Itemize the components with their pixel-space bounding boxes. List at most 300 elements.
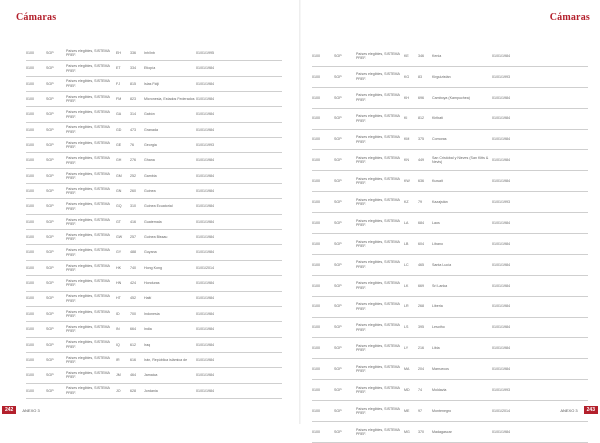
table-cell: SGP (46, 373, 54, 378)
table-cell: 216 (418, 346, 424, 351)
table-cell: 0100 (312, 53, 320, 58)
table-cell: 0100 (26, 143, 34, 148)
table-cell: 0100 (26, 357, 34, 362)
table-cell: 01/01/1984 (196, 112, 214, 117)
table-cell: Granada (144, 127, 158, 132)
table-cell: Comoras (432, 137, 447, 142)
table-cell: 01/01/1984 (492, 116, 510, 121)
table-cell: 01/01/1984 (196, 296, 214, 301)
table-cell: 01/01/1993 (492, 199, 510, 204)
table-cell: Inh/Inb (144, 50, 155, 55)
table-cell: IQ (116, 342, 120, 347)
table-cell: 01/01/1984 (492, 158, 510, 163)
table-row (312, 401, 588, 422)
table-cell: Países elegibles, SISTEMA PREF. (66, 94, 110, 104)
table-cell: 0100 (312, 179, 320, 184)
table-cell: 01/01/2014 (196, 265, 214, 270)
left-page (0, 0, 300, 424)
table-cell: Laos (432, 220, 440, 225)
table-cell: 370 (418, 429, 424, 434)
table-cell: 636 (418, 179, 424, 184)
table-cell: 604 (418, 241, 424, 246)
table-cell: SGP (46, 281, 54, 286)
table-row (26, 77, 282, 92)
table-cell: Ghana (144, 158, 155, 163)
page-number: 242 (2, 406, 16, 414)
table-row (312, 359, 588, 380)
table-cell: SGP (46, 342, 54, 347)
table-cell: 0100 (26, 50, 34, 55)
table-cell: Países elegibles, SISTEMA PREF. (66, 309, 110, 319)
table-cell: 669 (418, 283, 424, 288)
table-cell: SGP (334, 325, 342, 330)
table-cell: HT (116, 296, 121, 301)
table-cell: 473 (130, 127, 136, 132)
table-cell: LS (404, 325, 409, 330)
table-cell: Países elegibles, SISTEMA PREF. (66, 340, 110, 349)
table-cell: 01/01/1995 (196, 50, 214, 55)
table-cell: 01/01/1984 (196, 235, 214, 240)
table-row (26, 245, 282, 260)
table-cell: 0100 (26, 204, 34, 209)
table-cell: 0100 (312, 116, 320, 121)
table-cell: 0100 (26, 342, 34, 347)
table-row (26, 215, 282, 230)
table-cell: 0100 (312, 95, 320, 100)
table-row (26, 384, 282, 399)
table-cell: 0100 (26, 97, 34, 101)
table-cell: LA (404, 220, 409, 225)
table-cell: Jamaica (144, 373, 158, 378)
table-cell: 01/01/1984 (492, 220, 510, 225)
table-cell: SGP (46, 311, 54, 316)
table-cell: Países elegibles, SISTEMA PREF. (356, 114, 400, 123)
table-cell: 01/01/1984 (196, 189, 214, 194)
table-cell: 0100 (26, 219, 34, 224)
table-cell: SGP (46, 112, 54, 117)
table-cell: 0100 (26, 265, 34, 270)
table-cell: Países elegibles, SISTEMA PREF. (356, 239, 400, 248)
table-cell: HN (116, 281, 122, 286)
table-cell: Países elegibles, SISTEMA PREF. (356, 406, 400, 416)
table-cell: MD (404, 387, 410, 392)
table-cell: GN (116, 189, 122, 194)
table-row (26, 353, 282, 368)
table-cell: 488 (130, 250, 136, 255)
table-cell: SGP (334, 262, 342, 267)
table-cell: SGP (334, 304, 342, 309)
table-cell: 346 (418, 53, 424, 58)
page-footer (560, 406, 598, 414)
table-cell: Países elegibles, SISTEMA PREF. (66, 156, 110, 165)
right-page (300, 0, 600, 436)
table-cell: LK (404, 283, 409, 288)
table-cell: 01/01/1984 (492, 241, 510, 246)
table-cell: SGP (46, 296, 54, 301)
table-cell: 0100 (312, 199, 320, 204)
table-cell: 0100 (312, 283, 320, 288)
table-cell: 01/01/1984 (196, 219, 214, 224)
table-cell: Países elegibles, SISTEMA PREF. (356, 155, 400, 165)
table-cell: 696 (418, 95, 424, 100)
table-cell: SGP (334, 199, 342, 204)
table-cell: 0100 (26, 311, 34, 316)
table-row (26, 261, 282, 276)
table-cell: SGP (46, 97, 54, 101)
camaras-logo: Cámaras (549, 12, 590, 23)
table-cell: Jordania (144, 388, 158, 393)
table-cell: 0100 (312, 304, 320, 309)
table-cell: Países elegibles, SISTEMA PREF. (66, 186, 110, 196)
table-cell: 612 (130, 342, 136, 347)
table-row (26, 368, 282, 383)
footer-label: ANEXO 3 (22, 407, 40, 413)
table-cell: 01/01/1984 (196, 281, 214, 286)
table-cell: Países elegibles, SISTEMA PREF. (66, 386, 110, 395)
table-cell: 0100 (26, 235, 34, 240)
table-cell: SGP (334, 95, 342, 100)
table-cell: ET (116, 66, 121, 71)
table-cell: Países elegibles, SISTEMA PREF. (356, 93, 400, 102)
table-cell: Islas Fidji (144, 81, 159, 86)
table-cell: 0100 (26, 66, 34, 71)
table-cell: Países elegibles, SISTEMA PREF. (66, 125, 110, 134)
table-cell: SGP (334, 220, 342, 225)
country-table (300, 46, 600, 443)
table-cell: SGP (46, 357, 54, 362)
table-cell: 812 (418, 116, 424, 121)
table-cell: KZ (404, 199, 409, 204)
table-cell: 01/01/1984 (196, 158, 214, 163)
table-cell: JO (116, 388, 121, 393)
table-cell: KH (404, 95, 409, 100)
table-cell: 01/01/1993 (492, 74, 510, 79)
table-cell: KN (404, 158, 409, 163)
table-cell: 79 (418, 199, 422, 204)
table-cell: 0100 (26, 127, 34, 132)
table-cell: GD (116, 127, 122, 132)
table-cell: Países elegibles, SISTEMA PREF. (356, 72, 400, 81)
table-cell: EH (116, 50, 121, 55)
table-cell: 01/01/2014 (492, 408, 510, 413)
table-cell: 257 (130, 235, 136, 240)
table-cell: 700 (130, 311, 136, 316)
table-row (312, 88, 588, 109)
table-row (26, 169, 282, 184)
table-cell: 0100 (312, 137, 320, 142)
table-cell: SGP (334, 137, 342, 142)
table-cell: SGP (334, 408, 342, 413)
table-row (312, 130, 588, 151)
table-cell: 01/01/1984 (196, 97, 214, 101)
table-cell: JM (116, 373, 121, 378)
table-cell: San Cristóbal y Nieves (San Kitts & Nevis) (432, 155, 489, 165)
table-cell: 97 (418, 408, 422, 413)
table-row (26, 184, 282, 199)
table-cell: Guinea Bissau (144, 235, 168, 240)
table-cell: Kirguizistán (432, 74, 451, 79)
table-cell: Guinea Ecuatorial (144, 204, 173, 209)
table-cell: Etiopía (144, 66, 156, 71)
table-cell: 01/01/1984 (492, 137, 510, 142)
table-row (26, 138, 282, 153)
table-cell: IR (116, 357, 120, 362)
table-row (312, 318, 588, 339)
table-cell: 0100 (26, 281, 34, 286)
table-cell: Haití (144, 296, 152, 301)
table-row (312, 46, 588, 67)
table-cell: 0100 (312, 74, 320, 79)
table-cell: 314 (130, 112, 136, 117)
table-row (312, 150, 588, 171)
table-row (26, 338, 282, 353)
table-cell: GA (116, 112, 122, 117)
table-cell: 424 (130, 281, 136, 286)
table-cell: 01/01/1984 (492, 179, 510, 184)
table-cell: SGP (46, 81, 54, 86)
table-cell: 01/01/1993 (196, 143, 214, 148)
table-cell: SGP (46, 66, 54, 71)
table-cell: Liberia (432, 304, 443, 309)
table-cell: Iraq (144, 342, 151, 347)
table-cell: GQ (116, 204, 122, 209)
table-cell: Países elegibles, SISTEMA PREF. (66, 110, 110, 119)
table-cell: 310 (130, 204, 136, 209)
table-cell: SGP (334, 346, 342, 351)
table-cell: 416 (130, 219, 136, 224)
table-cell: 01/01/1984 (492, 325, 510, 330)
table-cell: Países elegibles, SISTEMA PREF. (356, 302, 400, 311)
table-cell: Micronesia, Estados Federados (144, 97, 195, 101)
table-cell: Países elegibles, SISTEMA PREF. (66, 171, 110, 180)
table-cell: 0100 (26, 158, 34, 163)
table-cell: KW (404, 179, 410, 184)
table-row (312, 276, 588, 297)
table-cell: SGP (46, 50, 54, 55)
table-cell: Países elegibles, SISTEMA PREF. (356, 344, 400, 353)
table-cell: 01/01/1984 (196, 373, 214, 378)
table-cell: 0100 (312, 346, 320, 351)
table-row (26, 123, 282, 138)
table-cell: 0100 (312, 262, 320, 267)
table-cell: 01/01/1984 (492, 53, 510, 58)
table-cell: Países elegibles, SISTEMA PREF. (356, 135, 400, 144)
table-cell: Países elegibles, SISTEMA PREF. (66, 355, 110, 365)
table-row (26, 292, 282, 307)
table-cell: Países elegibles, SISTEMA PREF. (66, 48, 110, 58)
table-cell: 01/01/1984 (196, 204, 214, 209)
table-cell: 449 (418, 158, 424, 163)
table-cell: Países elegibles, SISTEMA PREF. (66, 263, 110, 272)
table-cell: SGP (46, 127, 54, 132)
table-cell: SGP (334, 179, 342, 184)
table-cell: 395 (418, 325, 424, 330)
table-cell: Países elegibles, SISTEMA PREF. (66, 370, 110, 380)
table-cell: Países elegibles, SISTEMA PREF. (356, 364, 400, 374)
table-cell: SGP (334, 387, 342, 392)
table-cell: 268 (418, 304, 424, 309)
table-cell: 0100 (312, 241, 320, 246)
table-cell: 465 (418, 262, 424, 267)
table-cell: Países elegibles, SISTEMA PREF. (356, 197, 400, 207)
table-row (26, 92, 282, 107)
table-cell: Gambia (144, 173, 157, 178)
table-cell: Países elegibles, SISTEMA PREF. (66, 278, 110, 288)
table-cell: 0100 (312, 387, 320, 392)
table-cell: 01/01/1984 (492, 283, 510, 288)
table-cell: 01/01/1984 (196, 327, 214, 332)
table-cell: 01/01/1984 (196, 311, 214, 316)
table-cell: 0100 (26, 173, 34, 178)
table-cell: KE (404, 53, 409, 58)
page-footer (2, 406, 40, 414)
table-cell: Kiribati (432, 116, 443, 121)
table-cell: Moldavia (432, 387, 447, 392)
table-cell: 01/01/1984 (492, 304, 510, 309)
table-cell: Sri Lanka (432, 283, 448, 288)
table-cell: 0100 (26, 388, 34, 393)
table-cell: Marruecos (432, 367, 449, 372)
table-cell: SGP (334, 367, 342, 372)
table-cell: SGP (334, 116, 342, 121)
table-cell: Países elegibles, SISTEMA PREF. (66, 140, 110, 150)
table-cell: Kuwait (432, 179, 443, 184)
table-cell: Líbano (432, 241, 443, 246)
table-cell: KI (404, 116, 408, 121)
table-cell: SGP (334, 283, 342, 288)
footer-label: ANEXO 3 (560, 407, 578, 413)
table-row (312, 380, 588, 401)
table-cell: 616 (130, 357, 136, 362)
table-row (26, 230, 282, 245)
table-cell: 74 (418, 387, 422, 392)
table-row (26, 61, 282, 76)
table-cell: SGP (46, 235, 54, 240)
table-cell: Países elegibles, SISTEMA PREF. (66, 324, 110, 334)
table-cell: 0100 (26, 189, 34, 194)
table-cell: ID (116, 311, 120, 316)
table-cell: 0100 (26, 81, 34, 86)
table-cell: KG (404, 74, 410, 79)
table-cell: 0100 (26, 296, 34, 301)
table-cell: SGP (46, 250, 54, 255)
table-cell: GH (116, 158, 122, 163)
table-cell: Países elegibles, SISTEMA PREF. (356, 176, 400, 186)
table-cell: LB (404, 241, 409, 246)
table-cell: GT (116, 219, 121, 224)
table-cell: 01/01/1993 (492, 387, 510, 392)
table-cell: Santa Lucía (432, 262, 452, 267)
table-row (312, 171, 588, 192)
table-row (312, 192, 588, 213)
table-row (312, 255, 588, 276)
table-cell: Países elegibles, SISTEMA PREF. (356, 427, 400, 436)
table-cell: 01/01/1984 (196, 388, 214, 393)
table-cell: Países elegibles, SISTEMA PREF. (66, 202, 110, 211)
table-cell: 0100 (312, 158, 320, 163)
table-row (312, 234, 588, 255)
table-cell: 204 (418, 367, 424, 372)
table-cell: GY (116, 250, 122, 255)
table-cell: 01/01/1984 (196, 342, 214, 347)
table-cell: IN (116, 327, 120, 332)
table-cell: FM (116, 97, 122, 101)
table-cell: 01/01/1984 (492, 429, 510, 434)
table-cell: SGP (46, 265, 54, 270)
table-cell: Madagascar (432, 429, 452, 434)
table-cell: LC (404, 262, 409, 267)
table-cell: 0100 (26, 250, 34, 255)
table-row (312, 109, 588, 130)
table-cell: Países elegibles, SISTEMA PREF. (356, 260, 400, 269)
table-cell: Guinea (144, 189, 156, 194)
table-cell: 0100 (26, 112, 34, 117)
table-cell: SGP (334, 429, 342, 434)
table-row (26, 199, 282, 214)
table-cell: Honduras (144, 281, 160, 286)
table-cell: LR (404, 304, 409, 309)
table-cell: Guyana (144, 250, 157, 255)
table-cell: Países elegibles, SISTEMA PREF. (356, 385, 400, 395)
table-cell: Libia (432, 346, 440, 351)
table-cell: Guatemala (144, 219, 162, 224)
table-cell: 684 (418, 220, 424, 225)
table-cell: 336 (130, 50, 136, 55)
table-row (26, 153, 282, 168)
table-cell: 260 (130, 189, 136, 194)
table-cell: 0100 (312, 325, 320, 330)
table-row (26, 307, 282, 322)
table-cell: 0100 (312, 408, 320, 413)
table-cell: KM (404, 137, 410, 142)
table-cell: 0100 (26, 327, 34, 332)
table-row (26, 107, 282, 122)
table-row (26, 46, 282, 61)
table-cell: 252 (130, 173, 136, 178)
table-cell: Gabón (144, 112, 155, 117)
table-cell: 452 (130, 296, 136, 301)
table-row (312, 213, 588, 234)
table-cell: Países elegibles, SISTEMA PREF. (356, 323, 400, 332)
table-cell: Países elegibles, SISTEMA PREF. (356, 281, 400, 290)
table-cell: 01/01/1984 (196, 66, 214, 71)
table-cell: 01/01/1984 (196, 81, 214, 86)
table-cell: SGP (46, 327, 54, 332)
table-cell: MG (404, 429, 410, 434)
table-row (26, 322, 282, 337)
table-cell: Indonesia (144, 311, 160, 316)
camaras-logo: Cámaras (16, 12, 57, 23)
page-number: 243 (584, 406, 598, 414)
table-row (312, 67, 588, 88)
table-cell: 01/01/1984 (196, 173, 214, 178)
table-cell: Países elegibles, SISTEMA PREF. (66, 217, 110, 226)
table-cell: 01/01/1984 (492, 367, 510, 372)
table-cell: 823 (130, 97, 136, 101)
table-cell: SGP (46, 173, 54, 178)
table-row (312, 422, 588, 443)
table-cell: ME (404, 408, 410, 413)
table-cell: 0100 (312, 367, 320, 372)
table-cell: Países elegibles, SISTEMA PREF. (66, 79, 110, 88)
table-cell: SGP (334, 158, 342, 163)
table-cell: 01/01/1984 (492, 346, 510, 351)
table-cell: 375 (418, 137, 424, 142)
table-cell: 01/01/1984 (196, 357, 214, 362)
table-row (26, 276, 282, 291)
table-cell: SGP (46, 158, 54, 163)
table-cell: Países elegibles, SISTEMA PREF. (66, 232, 110, 242)
